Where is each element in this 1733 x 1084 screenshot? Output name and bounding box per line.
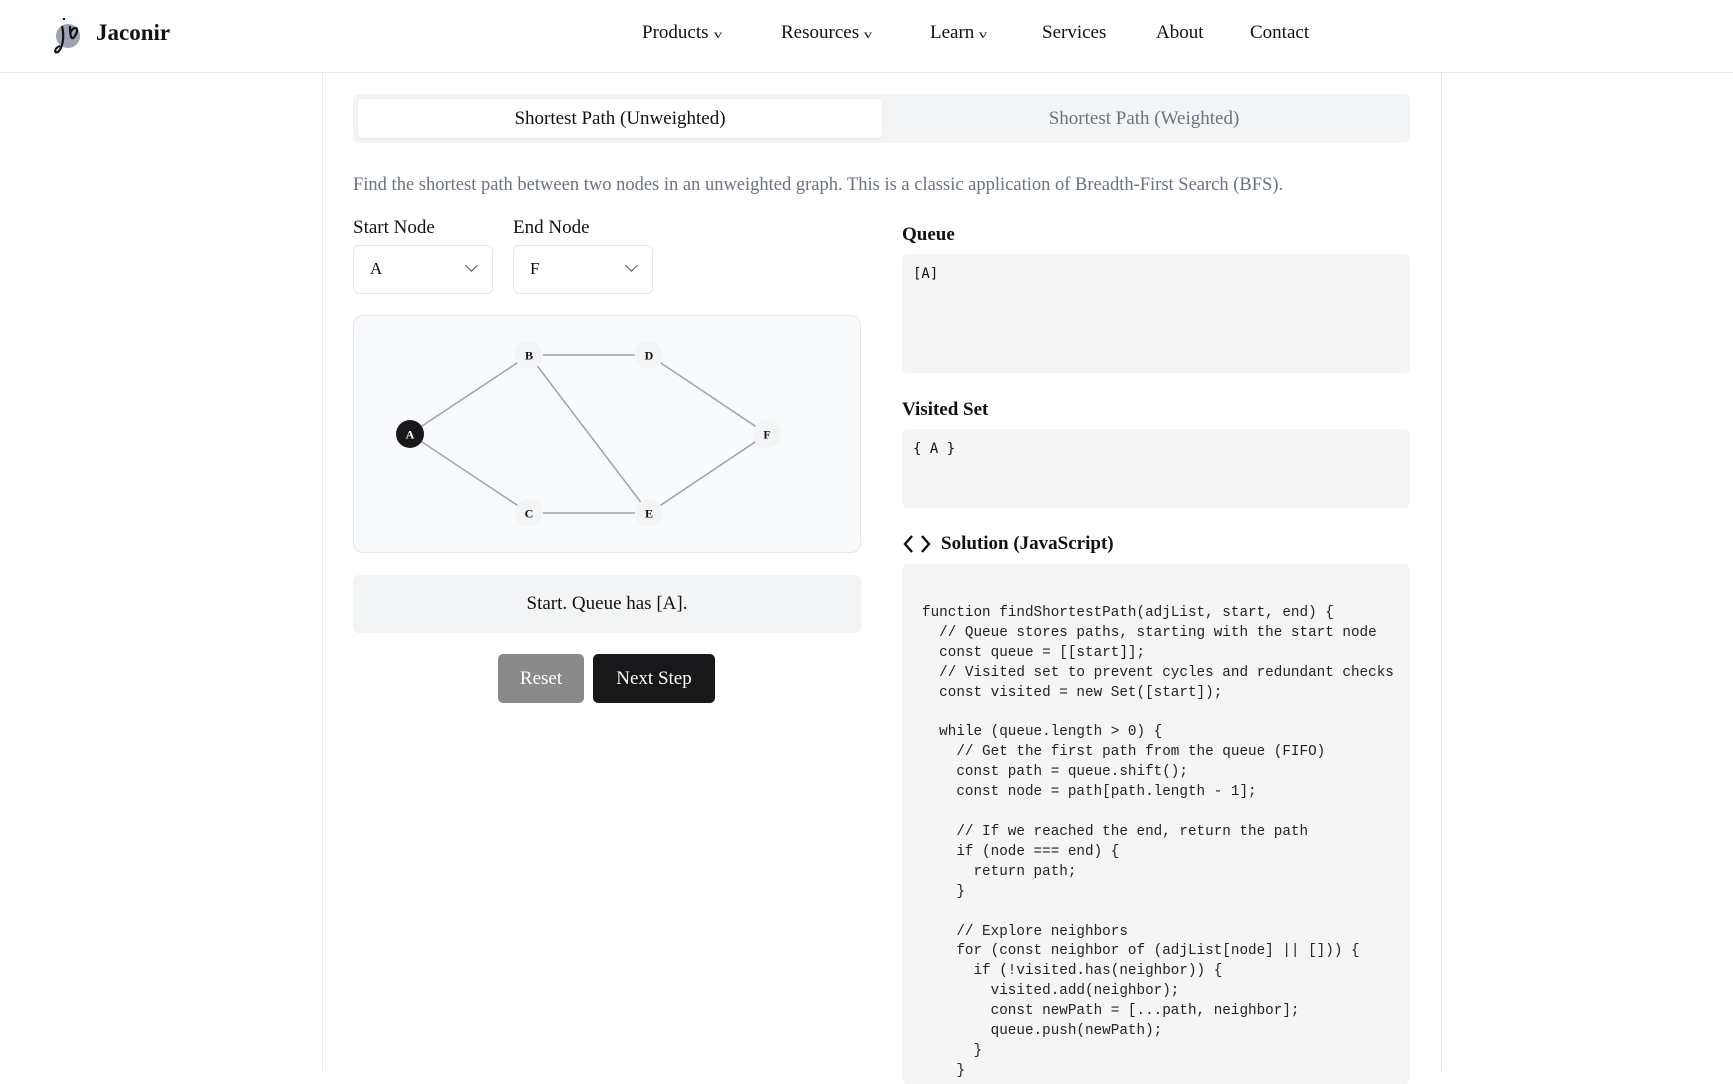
graph-edge-D-F xyxy=(649,355,767,434)
node-label: E xyxy=(644,506,654,521)
next-step-button[interactable]: Next Step xyxy=(593,654,715,703)
graph-svg xyxy=(354,316,862,554)
nav-learn[interactable] xyxy=(930,22,986,44)
graph-node-B[interactable] xyxy=(515,341,543,369)
nav-services[interactable]: Services xyxy=(1042,22,1107,43)
nav-products[interactable] xyxy=(642,22,721,44)
nav-contact[interactable]: Contact xyxy=(1250,22,1310,43)
visited-heading: Visited Set xyxy=(902,399,989,420)
queue-panel xyxy=(902,254,1410,373)
select-value: F xyxy=(530,259,540,278)
graph-node-F[interactable] xyxy=(753,420,781,448)
chevron-down-icon: v xyxy=(863,27,873,41)
column-divider xyxy=(322,73,323,1071)
queue-heading: Queue xyxy=(902,224,955,245)
nav-label: Products xyxy=(642,22,709,43)
graph-canvas xyxy=(353,315,861,553)
graph-edge-A-C xyxy=(410,434,529,513)
graph-node-A[interactable] xyxy=(396,420,424,448)
solution-code: function findShortestPath(adjList, start, end) { // Queue stores paths, starting with the start node const queue = [[start]]; // Visited set to prevent cycles and redundant checks const visited = new Set([start]); while (queue.length > 0) { // Get the first path from the queue (FIFO) const path = queue.shift(); const node = path[path.length - 1]; // If we reached the end, return the path if (node === end) { return path; } // Explore neighbors for (const neighbor of (adjList[node] || [])) { if (!visited.has(neighbor)) { visited.add(neighbor); const newPath = [...path, neighbor]; queue.push(newPath); } } xyxy=(902,564,1410,1084)
graph-node-C[interactable] xyxy=(515,499,543,527)
visited-panel xyxy=(902,429,1410,508)
end-node-select[interactable] xyxy=(513,245,653,294)
top-nav xyxy=(0,0,1733,73)
tab-weighted[interactable]: Shortest Path (Weighted) xyxy=(1048,107,1240,129)
logo-icon[interactable] xyxy=(50,12,84,56)
description: Find the shortest path between two nodes in an unweighted graph. This is a classic application of Breadth-First Search (BFS). xyxy=(353,175,1284,195)
graph-node-E[interactable] xyxy=(635,499,663,527)
solution-title: Solution (JavaScript) xyxy=(941,533,1114,554)
node-label: D xyxy=(644,348,654,363)
chevron-down-icon xyxy=(625,259,638,272)
node-label: C xyxy=(524,506,534,521)
visited-value: { A } xyxy=(913,441,956,457)
graph-edge-A-B xyxy=(410,355,529,434)
queue-value: [A] xyxy=(913,266,939,282)
node-label: A xyxy=(405,427,415,442)
select-value: A xyxy=(370,259,383,278)
graph-node-D[interactable] xyxy=(635,341,663,369)
node-label: F xyxy=(763,427,771,442)
start-node-select[interactable] xyxy=(353,245,493,294)
solution-heading xyxy=(902,533,1114,555)
chevron-down-icon: v xyxy=(713,27,722,41)
nav-label: Learn xyxy=(930,22,975,43)
nav-about[interactable]: About xyxy=(1156,22,1204,43)
graph-edge-E-F xyxy=(649,434,767,513)
nav-label: Resources xyxy=(781,22,860,43)
node-label: B xyxy=(524,348,534,363)
code-icon xyxy=(902,533,932,555)
start-node-label: Start Node xyxy=(353,217,435,238)
nav-resources[interactable] xyxy=(781,22,871,44)
status-message: Start. Queue has [A]. xyxy=(353,575,861,633)
tab-unweighted[interactable]: Shortest Path (Unweighted) xyxy=(358,99,882,138)
end-node-label: End Node xyxy=(513,217,590,238)
tab-list xyxy=(353,94,1410,143)
chevron-down-icon xyxy=(465,259,478,272)
graph-edge-B-E xyxy=(529,355,649,513)
chevron-down-icon: v xyxy=(979,27,988,41)
brand-name[interactable]: Jaconir xyxy=(96,20,171,45)
reset-button[interactable]: Reset xyxy=(498,654,584,703)
column-divider xyxy=(1441,73,1442,1071)
